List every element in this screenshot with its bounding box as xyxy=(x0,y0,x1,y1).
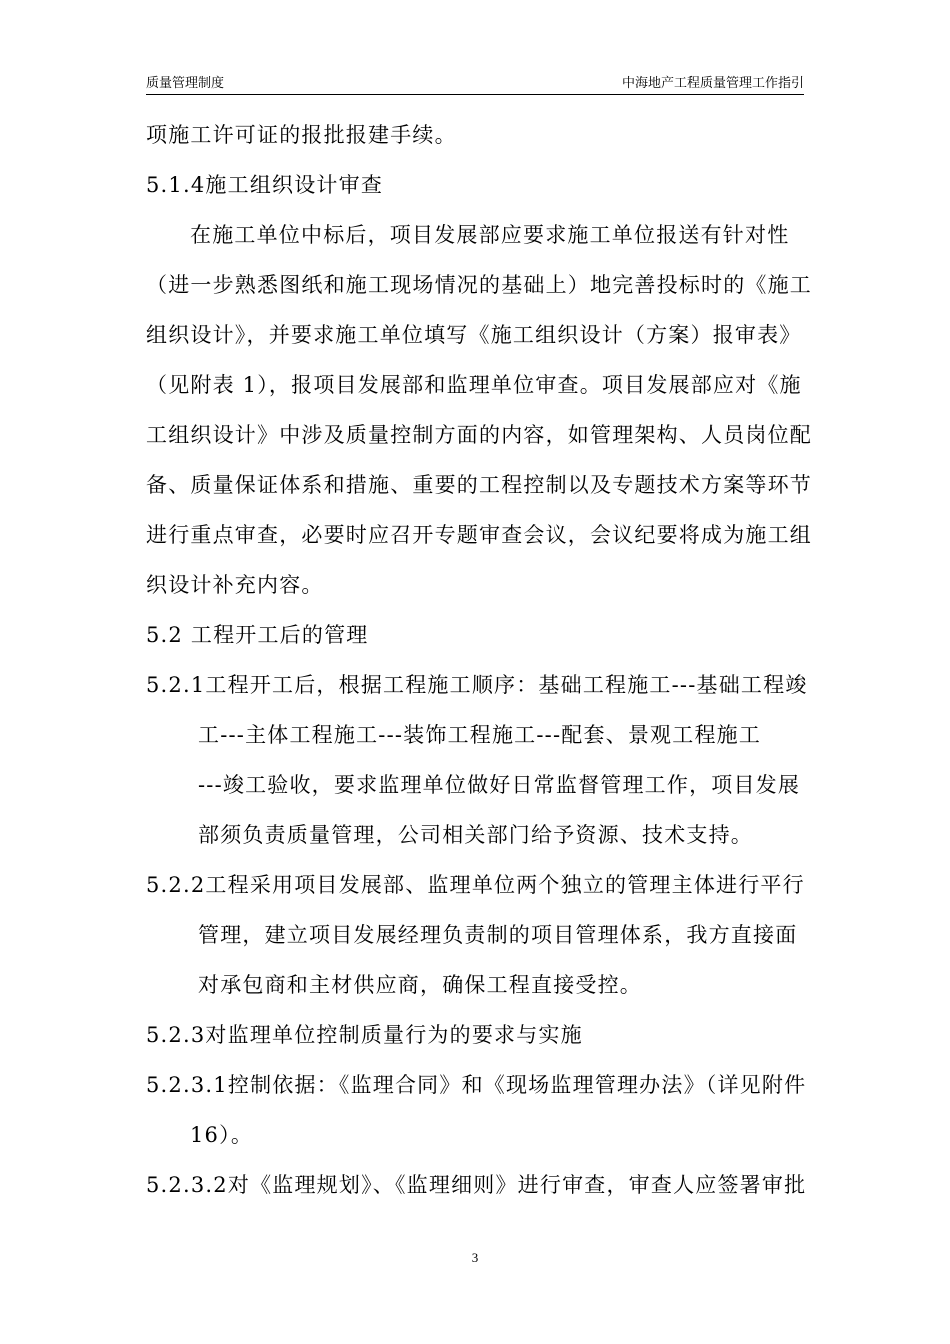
body-line: 在施工单位中标后，项目发展部应要求施工单位报送有针对性 xyxy=(190,223,790,247)
body-line: 工---主体工程施工---装饰工程施工---配套、景观工程施工 xyxy=(198,723,762,747)
section-heading: 5.1.4施工组织设计审查 xyxy=(146,173,384,197)
body-line: 5.2.3.1控制依据：《监理合同》和《现场监理管理办法》（详见附件 xyxy=(146,1073,807,1097)
body-line: 16）。 xyxy=(190,1123,254,1147)
body-line: 工组织设计》中涉及质量控制方面的内容，如管理架构、人员岗位配 xyxy=(146,423,812,447)
section-heading: 5.2 工程开工后的管理 xyxy=(146,623,369,647)
body-line: 5.2.1工程开工后，根据工程施工顺序：基础工程施工---基础工程竣 xyxy=(146,673,808,697)
body-line: 5.2.3.2对《监理规划》、《监理细则》进行审查，审查人应签署审批 xyxy=(146,1173,807,1197)
body-line: （进一步熟悉图纸和施工现场情况的基础上）地完善投标时的《施工 xyxy=(146,273,812,297)
body-line: 项施工许可证的报批报建手续。 xyxy=(146,123,457,147)
page-header xyxy=(146,72,804,95)
body-line: 组织设计》，并要求施工单位填写《施工组织设计（方案）报审表》 xyxy=(146,323,802,347)
header-right-title: 中海地产工程质量管理工作指引 xyxy=(621,76,804,91)
body-line: ---竣工验收，要求监理单位做好日常监督管理工作，项目发展 xyxy=(198,773,801,797)
body-line: 管理，建立项目发展经理负责制的项目管理体系，我方直接面 xyxy=(198,923,798,947)
page-number: 3 xyxy=(471,1250,479,1265)
header-left-title: 质量管理制度 xyxy=(146,76,225,91)
body-line: 5.2.2工程采用项目发展部、监理单位两个独立的管理主体进行平行 xyxy=(146,873,805,897)
body-line: 备、质量保证体系和措施、重要的工程控制以及专题技术方案等环节 xyxy=(146,473,812,497)
body-line: 进行重点审查，必要时应召开专题审查会议，会议纪要将成为施工组 xyxy=(146,523,812,547)
body-line: 对承包商和主材供应商，确保工程直接受控。 xyxy=(198,973,642,997)
body-line: 织设计补充内容。 xyxy=(146,573,324,597)
body-line: 部须负责质量管理，公司相关部门给予资源、技术支持。 xyxy=(198,823,753,847)
section-heading: 5.2.3对监理单位控制质量行为的要求与实施 xyxy=(146,1023,583,1047)
body-line: （见附表 1），报项目发展部和监理单位审查。项目发展部应对《施 xyxy=(146,373,802,397)
